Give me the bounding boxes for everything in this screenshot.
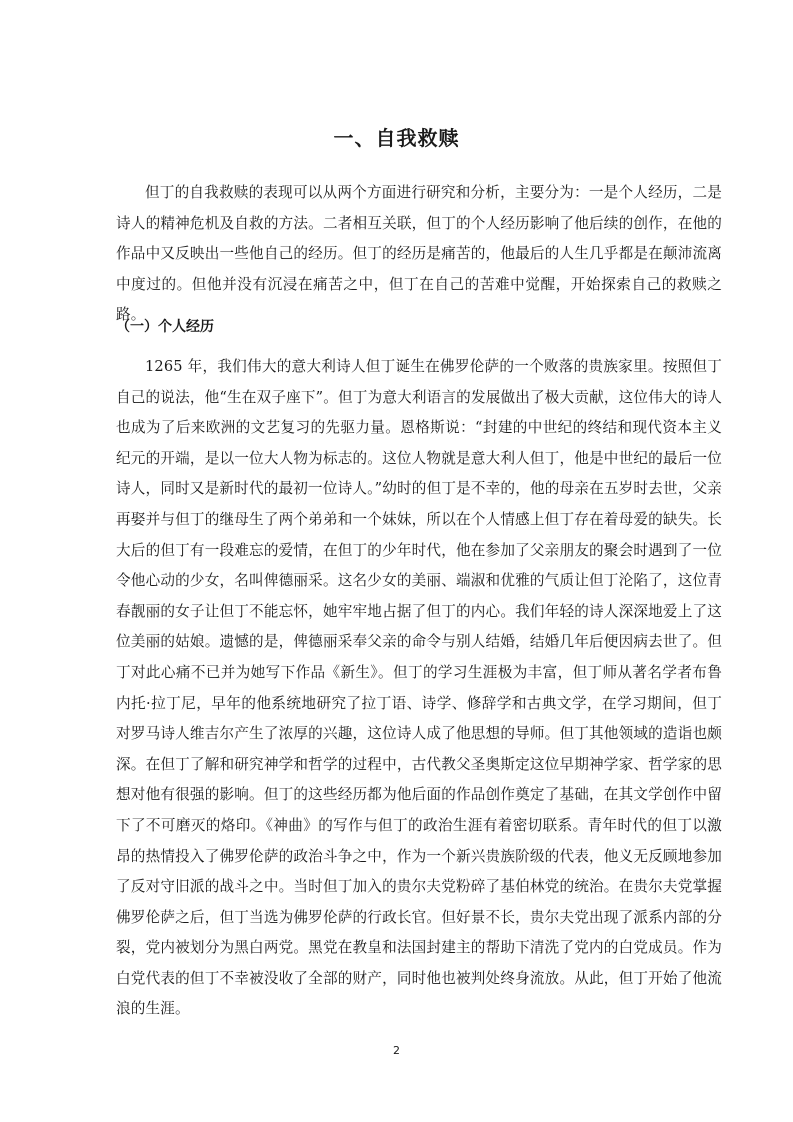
subsection-heading: （一）个人经历 (116, 319, 214, 335)
page-number: 2 (393, 1044, 400, 1057)
section-title: 一、自我救赎 (333, 126, 460, 150)
body-paragraph: 1265 年，我们伟大的意大利诗人但丁诞生在佛罗伦萨的一个败落的贵族家里。按照但丁自己的说法，他“生在双子座下”。但丁为意大利语言的发展做出了极大贡献，这位伟大的诗人也成为了后来欧洲的文艺复习的先驱力量。恩格斯说：“封建的中世纪的终结和现代资本主义纪元的开端，是以一位大人物为标志的。这位人物就是意大利人但丁，他是中世纪的最后一位诗人，同时又是新时代的最初一位诗人。”幼时的但丁是不幸的，他的母亲在五岁时去世，父亲再娶并与但丁的继母生了两个弟弟和一个妹妹，所以在个人情感上但丁存在着母爱的缺失。长大后的但丁有一段难忘的爱情，在但丁的少年时代，他在参加了父亲朋友的聚会时遇到了一位令他心动的少女，名叫俾德丽采。这名少女的美丽、端淑和优雅的气质让但丁沦陷了，这位青春靓丽的女子让但丁不能忘怀，她牢牢地占据了但丁的内心。我们年轻的诗人深深地爱上了这位美丽的姑娘。遗憾的是，俾德丽采奉父亲的命令与别人结婚，结婚几年后便因病去世了。但丁对此心痛不已并为她写下作品《新生》。但丁的学习生涯极为丰富，但丁师从著名学者布鲁内托·拉丁尼，早年的他系统地研究了拉丁语、诗学、修辞学和古典文学，在学习期间，但丁对罗马诗人维吉尔产生了浓厚的兴趣，这位诗人成了他思想的导师。但丁其他领域的造诣也颇深。在但丁了解和研究神学和哲学的过程中，古代教父圣奥斯定这位早期神学家、哲学家的思想对他有很强的影响。但丁的这些经历都为他后面的作品创作奠定了基础，在其文学创作中留下了不可磨灭的烙印。《神曲》的写作与但丁的政治生涯有着密切联系。青年时代的但丁以激昂的热情投入了佛罗伦萨的政治斗争之中，作为一个新兴贵族阶级的代表，他义无反顾地参加了反对守旧派的战斗之中。当时但丁加入的贵尔夫党粉碎了基伯林党的统治。在贵尔夫党掌握佛罗伦萨之后，但丁当选为佛罗伦萨的行政长官。但好景不长，贵尔夫党出现了派系内部的分裂，党内被划分为黑白两党。黑党在教皇和法国封建主的帮助下清洗了党内的白党成员。作为白党代表的但丁不幸被没收了全部的财产，同时他也被判处终身流放。从此，但丁开始了他流浪的生涯。 (116, 358, 722, 1018)
intro-paragraph: 但丁的自我救赎的表现可以从两个方面进行研究和分析，主要分为：一是个人经历，二是诗人的精神危机及自救的方法。二者相互关联，但丁的个人经历影响了他后续的创作，在他的作品中又反映出一些他自己的经历。但丁的经历是痛苦的，他最后的人生几乎都是在颠沛流离中度过的。但他并没有沉浸在痛苦之中，但丁在自己的苦难中觉醒，开始探索自己的救赎之路。 (116, 184, 722, 323)
